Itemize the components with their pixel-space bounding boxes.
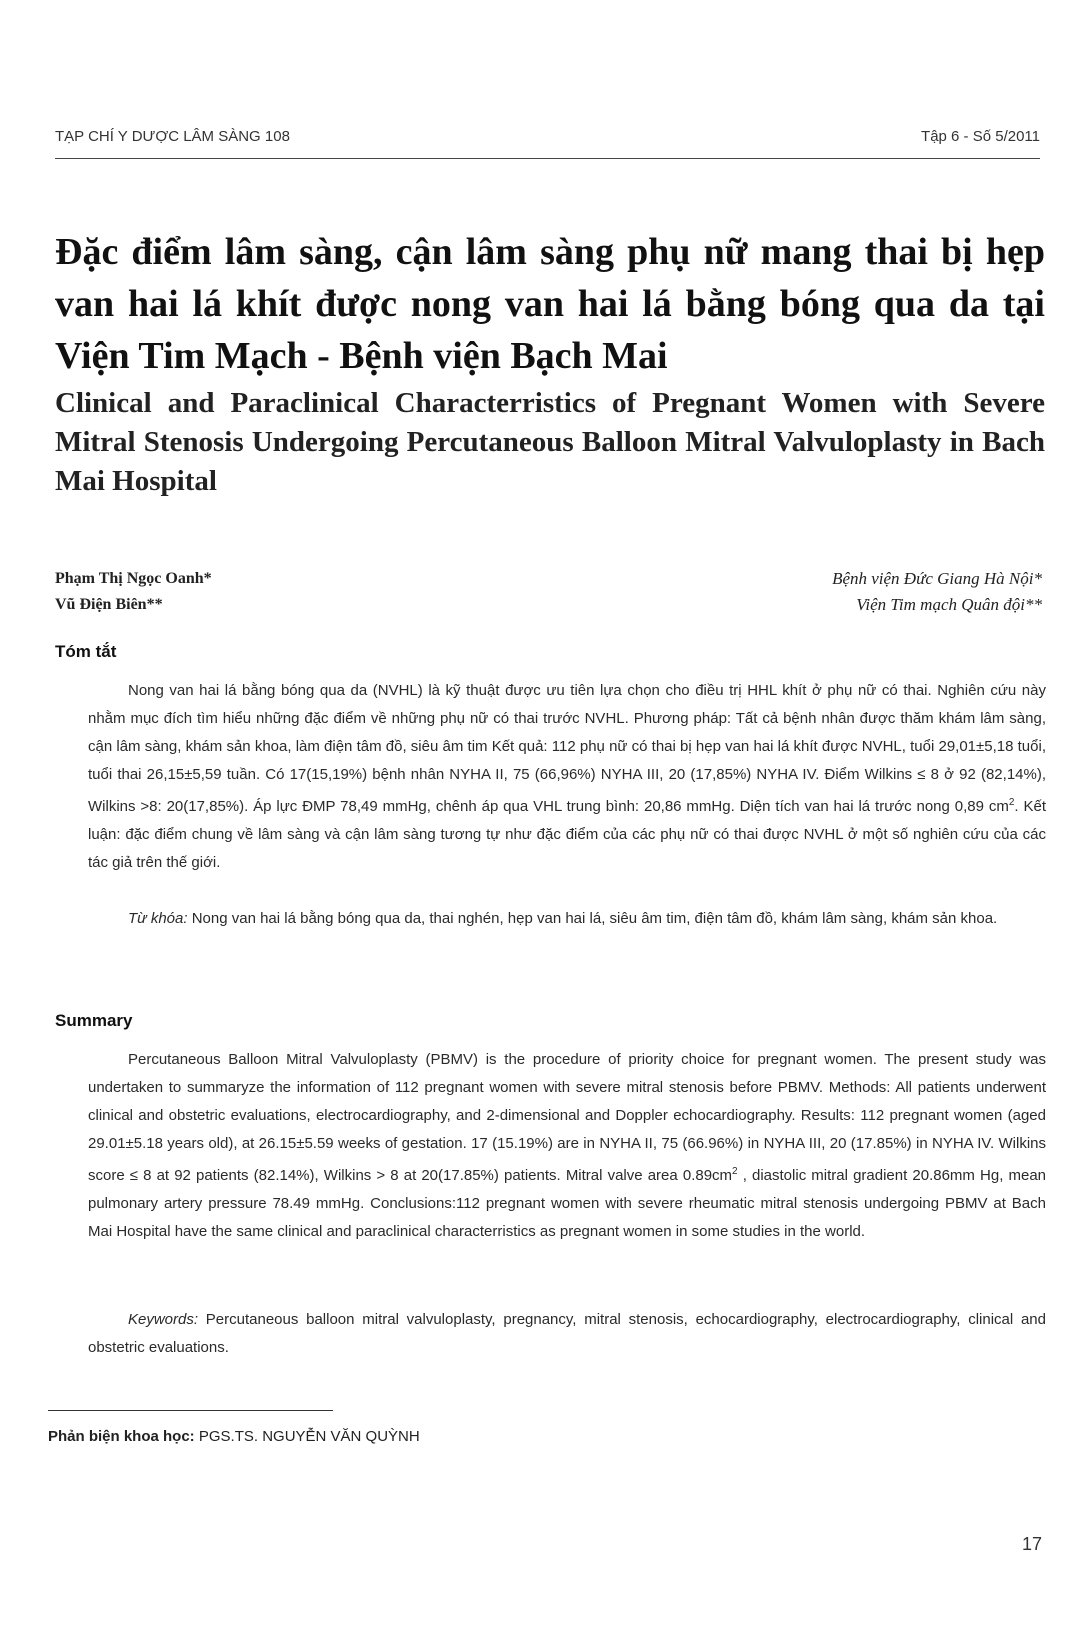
article-title-english: Clinical and Paraclinical Characterristics of Pregnant Women with Severe Mitral Stenosis Undergoing Percutaneous Balloon Mitral Valvuloplasty in Bach Mai Hospital bbox=[55, 387, 1045, 497]
abstract-en-text-cont: , diastolic mitral gradient 20.86mm Hg, mean pulmonary artery pressure 78.49 mmHg. Conclusions:112 pregnant women with severe rheumatic mitral stenosis undergoing PBMV at Bach Mai Hospital have the same clinical and paraclinical characterristics as pregnant women in some studies in the world. bbox=[88, 1167, 1047, 1240]
reviewer-label: Phản biện khoa học: bbox=[48, 1428, 195, 1445]
superscript: 2 bbox=[1008, 797, 1015, 808]
abstract-vn-text: Nong van hai lá bằng bóng qua da (NVHL) là kỹ thuật được ưu tiên lựa chọn cho điều trị HHL khít ở phụ nữ có thai. Nghiên cứu này nhằm mục đích tìm hiểu những đặc điểm về những phụ nữ có thai trước NVHL. Phương pháp: Tất cả bệnh nhân được thăm khám lâm sàng, cận lâm sàng, khám sản khoa, làm điện tâm đồ, siêu âm tim Kết quả: 112 phụ nữ có thai bị hẹp van hai lá khít được NVHL, tuổi 29,01±5,18 tuổi, tuổi thai 26,15±5,59 tuần. Có 17(15,19%) bệnh nhân NYHA II, 75 (66,96%) NYHA III, 20 (17,85%) NYHA IV. Điểm Wilkins ≤ 8 ở 92 (82,14%), Wilkins >8: 20(17,85%). Áp lực ĐMP 78,49 mmHg, chênh áp qua VHL trung bình: 20,86 mmHg. Diện tích van hai lá trước nong 0,89 cm bbox=[88, 682, 1046, 815]
author-name: Phạm Thị Ngọc Oanh* bbox=[55, 570, 212, 587]
abstract-vn-paragraph bbox=[88, 677, 1046, 877]
keywords-en-text: Percutaneous balloon mitral valvuloplasty, pregnancy, mitral stenosis, echocardiography, electrocardiography, clinical and obstetric evaluations. bbox=[88, 1311, 1046, 1356]
journal-name: TẠP CHÍ Y DƯỢC LÂM SÀNG 108 bbox=[55, 128, 290, 145]
issue-label: Tập 6 - Số 5/2011 bbox=[921, 128, 1040, 145]
keywords-vn-label: Từ khóa: bbox=[128, 910, 188, 927]
keywords-en bbox=[88, 1306, 1046, 1362]
author-name: Vũ Điện Biên** bbox=[55, 596, 163, 613]
keywords-vn-text: Nong van hai lá bằng bóng qua da, thai nghén, hẹp van hai lá, siêu âm tim, điện tâm đồ, khám lâm sàng, khám sản khoa. bbox=[187, 910, 998, 927]
abstract-vn-text-cont: . Kết luận: đặc điểm chung về lâm sàng và cận lâm sàng tương tự như đặc điểm của các phụ nữ có thai được NVHL ở một số nghiên cứu của các tác giả trên thế giới. bbox=[88, 798, 1047, 871]
reviewer-footnote bbox=[48, 1428, 420, 1445]
article-title-vietnamese: Đặc điểm lâm sàng, cận lâm sàng phụ nữ mang thai bị hẹp van hai lá khít được nong van hai lá bằng bóng qua da tại Viện Tim Mạch - Bệnh viện Bạch Mai bbox=[55, 231, 1045, 377]
footnote-divider bbox=[48, 1410, 333, 1411]
keywords-en-label: Keywords: bbox=[128, 1311, 199, 1328]
running-header bbox=[55, 128, 1040, 159]
author-affiliation: Bệnh viện Đức Giang Hà Nội* bbox=[832, 569, 1042, 588]
abstract-en-heading: Summary bbox=[55, 1011, 133, 1030]
abstract-en-text: Percutaneous Balloon Mitral Valvuloplasty (PBMV) is the procedure of priority choice for pregnant women. The present study was undertaken to summaryze the information of 112 pregnant women with severe mitral stenosis before PBMV. Methods: All patients underwent clinical and obstetric evaluations, electrocardiography, and 2-dimensional and Doppler echocardiography. Results: 112 pregnant women (aged 29.01±5.18 years old), at 26.15±5.59 weeks of gestation. 17 (15.19%) are in NYHA II, 75 (66.96%) in NYHA III, 20 (17.85%) in NYHA IV. Wilkins score ≤ 8 at 92 patients (82.14%), Wilkins > 8 at 20(17.85%) patients. Mitral valve area 0.89cm bbox=[88, 1051, 1046, 1184]
keywords-vn bbox=[88, 905, 1046, 933]
superscript: 2 bbox=[732, 1166, 738, 1177]
abstract-vn-heading: Tóm tắt bbox=[55, 642, 117, 661]
author-list bbox=[55, 566, 212, 618]
abstract-en-paragraph bbox=[88, 1046, 1046, 1246]
author-affiliation: Viện Tim mạch Quân đội** bbox=[856, 595, 1042, 614]
affiliation-list bbox=[832, 566, 1042, 618]
page-number: 17 bbox=[1021, 1534, 1042, 1554]
reviewer-name: PGS.TS. NGUYỄN VĂN QUỲNH bbox=[194, 1428, 420, 1445]
